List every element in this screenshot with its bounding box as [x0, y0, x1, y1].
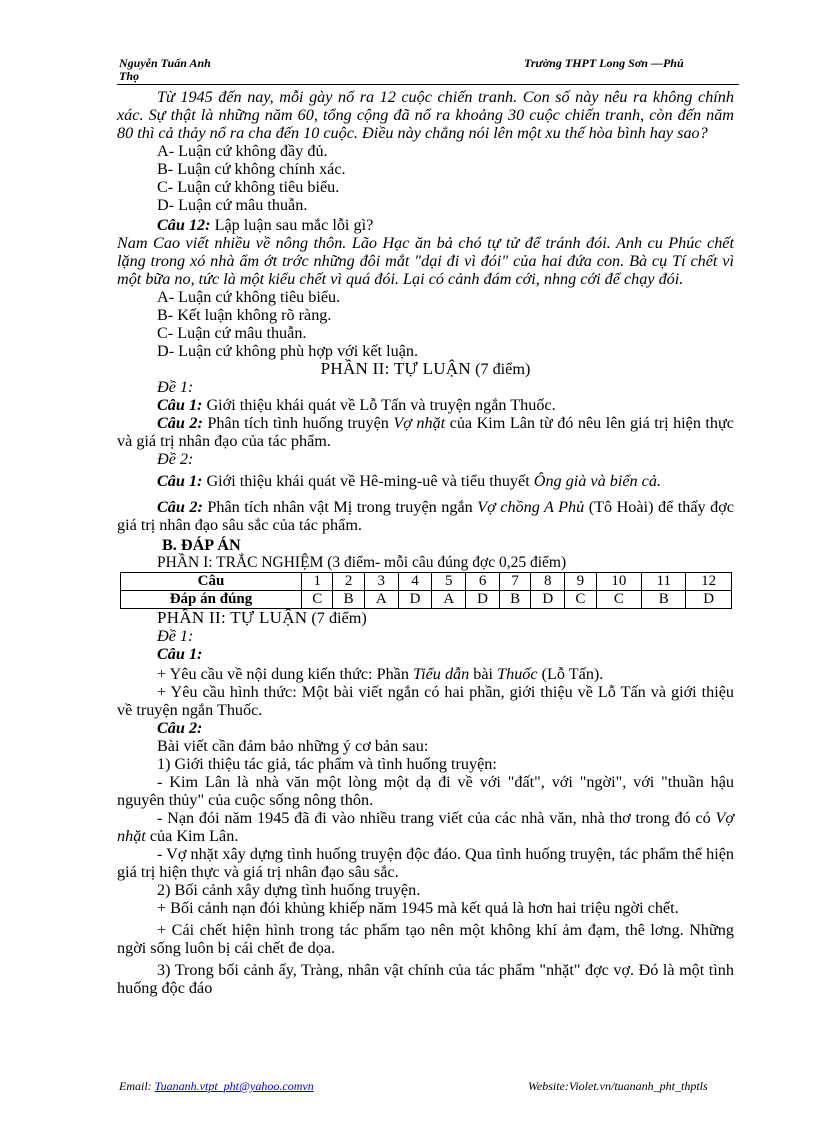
header-school-tail: Thọ [119, 69, 140, 83]
answer-s2-b: + Cái chết hiện hình trong tác phẩm tạo nên một không khí ảm đạm, thê lơng. Những ngời sống luôn bị cái chết đe dọa. [117, 921, 734, 957]
q12-option-a: A- Luận cứ không tiêu biểu. [157, 288, 341, 306]
header-divider [117, 84, 739, 85]
answer-s2: 2) Bối cảnh xây dựng tình huống truyện. [157, 881, 421, 899]
answer-c1-point-1: + Yêu cầu về nội dung kiến thức: Phần Tiểu dẫn bài Thuốc (Lỗ Tấn). [157, 665, 604, 683]
q11-text: Từ 1945 đến nay, mỗi gày nổ ra 12 cuộc chiến tranh. Con số này nêu ra không chính xác. Sự thật là những năm 60, tổng cộng đã nổ ra khoảng 30 cuộc chiến tranh, còn đến năm 80 thì cả thảy nổ ra cha đến 10 cuộc. Điều này chẳng nói lên một xu thế hòa bình hay sao? [117, 88, 734, 142]
table-header-dap-an: Đáp án đúng [121, 591, 302, 609]
answer-s1-a: - Kim Lân là nhà văn một lòng một dạ đi về với "đất", với "ngời", với "thuần hậu nguyên thủy" của cuộc sống nông thôn. [117, 773, 734, 809]
answer-table [120, 572, 732, 609]
table-header-cau: Câu [121, 573, 302, 591]
answer-c1-point-2: + Yêu cầu hình thức: Một bài viết ngắn có hai phần, giới thiệu về Lỗ Tấn và giới thiệu về truyện ngắn Thuốc. [117, 683, 734, 719]
q12-question: Câu 12: Lập luận sau mắc lỗi gì? [157, 216, 374, 234]
q12-option-b: B- Kết luận không rõ ràng. [157, 306, 332, 324]
answer-c2-label: Câu 2: [157, 719, 203, 737]
q12-option-d: D- Luận cứ không phù hợp với kết luận. [157, 342, 419, 360]
de1-question-1: Câu 1: Giới thiệu khái quát về Lỗ Tấn và truyện ngắn Thuốc. [157, 396, 556, 414]
answer-de1-label: Đề 1: [157, 627, 194, 645]
answer-s3: 3) Trong bối cảnh ấy, Tràng, nhân vật chính của tác phẩm "nhặt" đợc vợ. Đó là một tình huống độc đáo [117, 961, 734, 997]
footer-email: Email: Tuananh.vtpt_pht@yahoo.comvn [119, 1079, 314, 1093]
answer-c1-label: Câu 1: [157, 645, 203, 663]
footer-website: Website:Violet.vn/tuananh_pht_thptls [528, 1079, 708, 1093]
table-row: Câu 1 2 3 4 5 6 7 8 9 10 11 12 [121, 573, 732, 591]
de2-question-2: Câu 2: Phân tích nhân vật Mị trong truyện ngắn Vợ chồng A Phủ (Tô Hoài) để thấy đợc giá trị nhân đạo sâu sắc của tác phẩm. [117, 498, 734, 534]
answer-s1-c: - Vợ nhặt xây dựng tình huống truyện độc đáo. Qua tình huống truyện, tác phẩm thể hiện giá trị hiện thực và giá trị nhân đạo sâu sắc. [117, 845, 734, 881]
de2-label: Đề 2: [157, 450, 194, 468]
q11-option-c: C- Luận cứ không tiêu biểu. [157, 178, 340, 196]
header-school: Trường THPT Long Sơn —Phú [524, 56, 684, 70]
email-link[interactable]: Tuananh.vtpt_pht@yahoo.comvn [154, 1079, 314, 1093]
de1-label: Đề 1: [157, 378, 194, 396]
de1-question-2: Câu 2: Phân tích tình huống truyện Vợ nhặt của Kim Lân từ đó nêu lên giá trị hiện thực và giá trị nhân đạo của tác phẩm. [117, 414, 734, 450]
table-row: Đáp án đúng C B A D A D B D C C B D [121, 591, 732, 609]
de2-question-1: Câu 1: Giới thiệu khái quát về Hê-ming-uê và tiểu thuyết Ông già và biển cả. [157, 472, 661, 490]
q11-option-a: A- Luận cứ không đầy đủ. [157, 142, 328, 160]
answer-s2-a: + Bối cảnh nạn đói khủng khiếp năm 1945 mà kết quả là hơn hai triệu ngời chết. [157, 899, 679, 917]
answer-s1: 1) Giới thiệu tác giả, tác phẩm và tình huống truyện: [157, 755, 497, 773]
answer-title: B. ĐÁP ÁN [162, 536, 241, 554]
document-body [117, 88, 734, 997]
header-author: Nguyễn Tuấn Anh Thọ [119, 56, 211, 83]
answer-s1-b: - Nạn đói năm 1945 đã đi vào nhiều trang viết của các nhà văn, nhà thơ trong đó có Vợ nhặt của Kim Lân. [117, 809, 734, 845]
answer-c2-intro: Bài viết cần đảm bảo những ý cơ bản sau: [157, 737, 429, 755]
q12-option-c: C- Luận cứ mâu thuẫn. [157, 324, 307, 342]
q11-option-d: D- Luận cứ mâu thuẫn. [157, 196, 308, 214]
q11-option-b: B- Luận cứ không chính xác. [157, 160, 346, 178]
website-link[interactable]: Violet.vn/tuananh_pht_thptls [568, 1079, 708, 1093]
answer-part1-title: PHẦN I: TRẮC NGHIỆM (3 điểm- mỗi câu đúng đợc 0,25 điểm) [157, 554, 567, 571]
answer-part2-title: PHẦN II: TỰ LUẬN (7 điểm) [157, 608, 367, 627]
part2-title: PHẦN II: TỰ LUẬN (7 điểm) [320, 359, 531, 378]
q12-text: Nam Cao viết nhiều về nông thôn. Lão Hạc ăn bả chó tự tử để tránh đói. Anh cu Phúc chết lặng trong xó nhà ẩm ớt trớc những đôi mắt "dại đi vì đói" của hai đứa con. Bà cụ Tí chết vì một bữa no, tức là một kiểu chết vì quá đói. Lại có cảnh đám cới, nhng cới để chạy đói. [117, 234, 734, 288]
